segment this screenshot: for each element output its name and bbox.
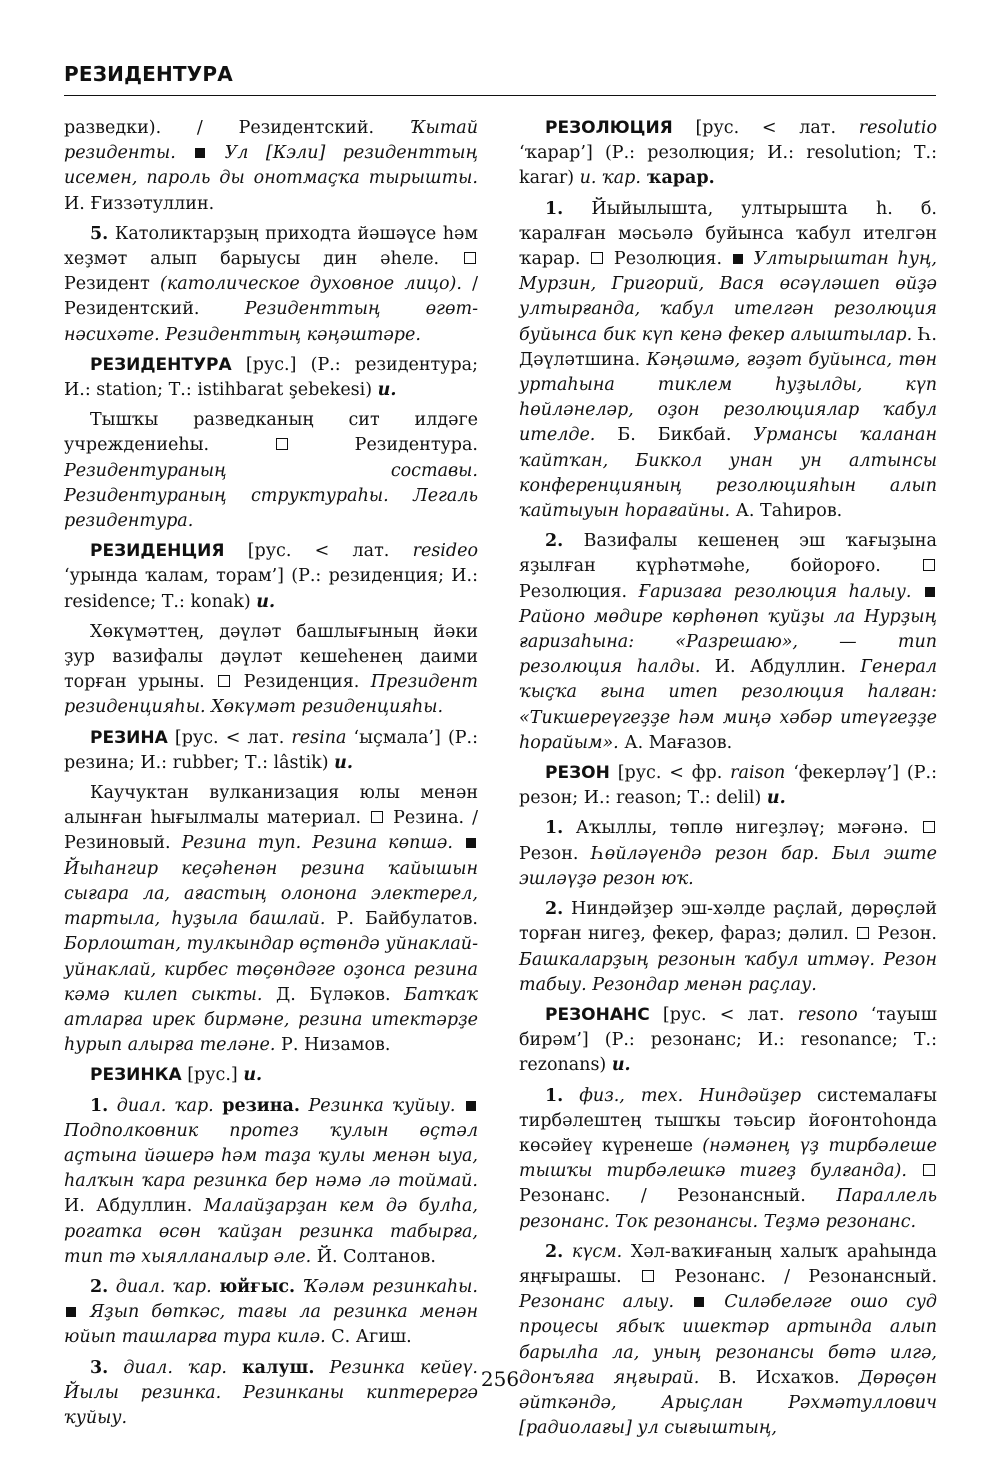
translation: Резолюция. [519, 581, 639, 602]
sense-number: 2. [90, 1276, 109, 1297]
example: Резинка кейеү. Йылы резинка. Резинканы киптерергә ҡуйыу. [64, 1357, 478, 1428]
black-square-icon [466, 838, 476, 848]
author: Б. Бикбай. [595, 425, 754, 446]
black-square-icon [66, 1307, 76, 1317]
cross-reference: юйғыс. [219, 1276, 296, 1297]
running-header: РЕЗИДЕНТУРА [64, 62, 233, 86]
etymology: ‘ыҫмала’] (Р.: резина; И.: rubber; Т.: lâstik) [64, 727, 479, 773]
quote: Малайҙарҙан кем дә булһа, рогатка өсөн ҡайҙан резинка табырға, тип тә хыялланалыр әле. [64, 1196, 478, 1267]
sense [519, 897, 937, 998]
label: физ., тех. [563, 1085, 684, 1106]
part-of-speech: и. [334, 752, 353, 773]
quote: Батҡаҡ атларға ирек бирмәне, резина итектәрҙе һурып алырға теләне. [64, 984, 478, 1056]
sense [64, 222, 478, 348]
author: И. Абдуллин. [700, 657, 861, 678]
author: Һ. Дәүләтшина. [519, 324, 937, 370]
quote: Борлоштан, тулкындар өҫтөндә уйнаклай-уйнаклай, кирбес төҫөндәге оҙонса резина кәмә килеп сыкты. [64, 934, 478, 1005]
sense-number: 3. [90, 1357, 109, 1378]
quote: Ултырыштан һуң, Мурзин, Григорий, Вася өсәүләшеп өйҙә ултырғанда, ҡабул ителгән резолюция буйынса бик күп кенә фекер алыштылар. [519, 249, 937, 345]
white-square-icon [642, 1270, 654, 1282]
note: (католическое духовное лицо). [160, 274, 462, 295]
white-square-icon [923, 1164, 935, 1176]
white-square-icon [591, 252, 603, 264]
quote: Урмансы ҡаланан ҡайтҡан, Биккол унан ун алтынсы конференцияның резолюцияһын алып ҡайтыуын һорағайны. [519, 425, 937, 522]
author: И. Ғиззәтуллин. [64, 193, 215, 214]
black-square-icon [195, 148, 205, 158]
text: разведки). / Резидентский. [64, 118, 410, 138]
example: Һөйләүендә резон бар. Был эште эшләүҙә резон юҡ. [519, 843, 937, 889]
translation: Резон. [871, 924, 937, 945]
sense-number: 1. [545, 198, 564, 219]
quote: Ул [Кэли] резиденттың исемен, пароль ды онотмаҫҡа тырышты. [64, 143, 478, 189]
quote: Дөрөҫөн әйткәндә, Арыҫлан Рәхмәтуллович [радиолағы] ул сығыштың, [519, 1367, 937, 1439]
quote: Районо мөдире көрһөнөп ҡуйҙы ла Нурҙың ғаризаһына: «Разрешаю», — тип резолюция һалды. [519, 606, 937, 678]
part-of-speech: и. [256, 591, 276, 612]
page-number: 256 [480, 1367, 520, 1391]
black-square-icon [925, 587, 935, 597]
black-square-icon [733, 254, 743, 264]
white-square-icon [371, 811, 383, 823]
headword: РЕЗИДЕНЦИЯ [90, 541, 225, 562]
part-of-speech: и. ҡар. [579, 168, 641, 189]
etymology: ‘фекерләү’] (Р.: резон; И.: reason; Т.: delil) [519, 763, 937, 809]
latin-word: raison [730, 763, 786, 784]
etymology: [рус. < лат. [672, 118, 859, 138]
black-square-icon [694, 1297, 704, 1307]
latin-word: resideo [412, 541, 478, 562]
paragraph [64, 116, 478, 217]
definition: Хәл-ваҡиғаның халыҡ араһында яңғырашы. [519, 1241, 937, 1287]
left-column [64, 116, 478, 1436]
sense [519, 197, 937, 525]
headword: РЕЗИНКА [90, 1065, 182, 1086]
example: Резиденттың өгөт-нәсихәте. Резиденттың кәңәштәре. [64, 299, 478, 345]
sense [519, 816, 937, 892]
cross-reference: резина. [222, 1095, 300, 1116]
example: Резидентураның составы. Резидентураның структураһы. Легаль резидентура. [64, 460, 478, 532]
author: Р. Байбулатов. [325, 909, 478, 930]
definition: Вазифалы кешенең эш ҡағыҙына яҙылған күрһәтмәһе, бойороғо. [519, 531, 937, 577]
white-square-icon [218, 675, 230, 687]
quote: Генерал ҡыҫҡа ғына итеп резолюция һалған: «Тикшереүгеҙҙе һәм миңә хәбәр итеүгеҙҙе һорайым». [519, 657, 937, 753]
translation: Резидентура. [289, 435, 478, 456]
translation: Резонанс. / Резонансный. [519, 1186, 837, 1207]
definition: Ниндәйҙер эш-хәлде раҫлай, дөрөҫләй торған нигеҙ, фекер, фараз; дәлил. [519, 899, 937, 945]
example: Ҡәләм резинкаһы. [295, 1276, 478, 1297]
black-square-icon [466, 1101, 476, 1111]
white-square-icon [923, 559, 935, 571]
example: Параллель резонанс. Ток резонансы. Теҙмә резонанс. [519, 1186, 937, 1232]
author: И. Абдуллин. [64, 1196, 204, 1217]
definition-italic: Ниндәйҙер [683, 1085, 802, 1106]
part-of-speech: и. [611, 1055, 631, 1076]
headword: РЕЗИДЕНТУРА [90, 354, 232, 375]
right-column [519, 116, 937, 1446]
header-rule [64, 95, 936, 96]
quote: Йыһангир кеҫәһенән резина ҡайышын сығара ла, ағастың олонона электерел, тартыла, һуҙыла башлай. [64, 858, 478, 930]
definition: Католиктарҙың приходта йәшәүсе һәм хеҙмәт алып барыусы дин әһеле. [64, 223, 478, 270]
sense [519, 1240, 937, 1442]
entry [64, 1063, 478, 1088]
author: А. Мағазов. [618, 732, 733, 753]
definition-paragraph [64, 781, 478, 1058]
white-square-icon [857, 927, 869, 939]
example: Резонанс алыу. [519, 1292, 675, 1313]
translation: Резина. / Резиновый. [64, 808, 478, 854]
sense-number: 5. [90, 223, 109, 244]
white-square-icon [923, 821, 935, 833]
translation: Резонанс. / Резонансный. [656, 1266, 938, 1287]
sense-number: 2. [545, 1241, 564, 1262]
sense-number: 2. [545, 899, 564, 920]
note: (нәмәнең үҙ тирбәлеше тышҡы тирбәлешкә тигеҙ булғанда). [519, 1135, 937, 1182]
quote: Яҙып бөткәс, тағы ла резинка менән юйып ташларға тура килә. [64, 1302, 478, 1348]
sense-number: 1. [545, 1085, 564, 1106]
definition: системалағы тирбәлештең тышҡы тәьсир йоғонтоһонда көсәйеү күренеше [519, 1085, 937, 1156]
headword: РЕЗОН [545, 763, 610, 784]
entry [64, 353, 478, 403]
sense-number: 1. [545, 818, 564, 839]
etymology: [рус.] (Р.: резидентура; И.: station; Т.: istihbarat şebekesi) [64, 354, 478, 401]
author: С. Агиш. [325, 1327, 412, 1348]
part-of-speech: и. [243, 1065, 263, 1086]
author: А. Таһиров. [730, 501, 843, 522]
quote: Подполковник протез ҡулын өҫтәл аҫтына йәшерә һәм таҙа ҡулы менән ыуа, һалҡын ҡара резинка бер нәмә лә тоймай. [64, 1120, 478, 1192]
example: Резинка ҡуйыу. [300, 1095, 464, 1116]
author: В. Исхаҡов. [699, 1367, 859, 1388]
cross-reference: ҡарар. [640, 168, 715, 189]
entry [519, 761, 937, 811]
example: Ҡытай резиденты. [64, 118, 478, 164]
etymology: ‘урында ҡалам, торам’] (Р.: резиденция; И.: residence; Т.: konak) [64, 566, 478, 612]
label: күсм. [563, 1241, 623, 1262]
sense-number: 1. [90, 1095, 109, 1116]
example: Резина туп. Резина көпшә. [181, 833, 453, 854]
translation: Резидент [64, 274, 161, 295]
sense [519, 529, 937, 756]
translation: Резон. [519, 843, 592, 864]
label: диал. ҡар. [108, 1357, 242, 1378]
sense-number: 2. [545, 531, 564, 552]
sense [519, 1084, 937, 1235]
example: Президент резиденцияһы. Хөкүмәт резиденцияһы. [64, 672, 479, 718]
label: диал. ҡар. [108, 1276, 220, 1297]
white-square-icon [276, 438, 288, 450]
definition: Йыйылышта, ултырышта һ. б. ҡаралған мәсьәлә буйынса ҡабул ителгән ҡарар. [519, 198, 937, 270]
latin-word: resina [291, 727, 347, 748]
headword: РЕЗОНАНС [545, 1004, 650, 1025]
example: Башкаларҙың резонын ҡабул итмәү. Резон табыу. Резондар менән раҫлау. [519, 949, 937, 995]
author: Д. Бүләков. [262, 984, 405, 1005]
entry [519, 1003, 937, 1079]
cross-reference: калуш. [242, 1357, 315, 1378]
definition: Каучуктан вулканизация юлы менән алынған һығылмалы материал. [64, 783, 478, 829]
latin-word: resolutio [858, 118, 937, 138]
white-square-icon [464, 252, 476, 264]
definition-paragraph [64, 620, 478, 721]
headword: РЕЗОЛЮЦИЯ [545, 118, 673, 138]
etymology: ‘тауыш бирәм’] (Р.: резонанс; И.: resonance; Т.: rezonans) [519, 1004, 937, 1076]
entry [64, 726, 478, 776]
latin-word: resono [797, 1004, 858, 1025]
part-of-speech: и. [377, 380, 397, 401]
entry [519, 116, 937, 192]
definition: Тышҡы разведканың сит илдәге учреждениеһы. [64, 410, 478, 456]
headword: РЕЗИНА [90, 727, 168, 748]
quote: Кәңәшмә, ғәҙәт буйынса, төн уртаһына тиклем һуҙылды, күп һөйләнеләр, оҙон резолюциялар ҡабул ителде. [519, 349, 938, 446]
definition: Аҡыллы, төплө нигеҙләү; мәғәнә. [563, 818, 921, 839]
author: Й. Солтанов. [311, 1246, 436, 1267]
sense [64, 1094, 478, 1270]
example: Ғаризаға резолюция һалыу. [638, 581, 912, 602]
etymology: [рус. < лат. [649, 1004, 798, 1025]
quote: Силәбеләге ошо суд процесы ябыҡ ишектәр артында алып барылһа ла, уның резонансы бөтә илгә, донъяға яңғырай. [519, 1292, 937, 1388]
definition: Хөкүмәттең, дәүләт башлығының йәки ҙур вазифалы дәүләт кешеһенең даими торған урыны. [64, 621, 478, 693]
definition-paragraph [64, 408, 478, 534]
etymology: ‘ҡарар’] (Р.: резолюция; И.: resolution; Т.: karar) [519, 143, 937, 189]
translation: Резиденция. [232, 672, 371, 693]
part-of-speech: и. [766, 788, 786, 809]
entry [64, 539, 478, 615]
label: диал. ҡар. [108, 1095, 223, 1116]
etymology: [рус. < фр. [609, 763, 731, 784]
etymology: [рус. < лат. [224, 541, 413, 562]
etymology: [рус.] [181, 1065, 244, 1086]
author: Р. Низамов. [275, 1035, 391, 1056]
etymology: [рус. < лат. [167, 727, 292, 748]
sense [64, 1275, 478, 1351]
translation: Резолюция. [605, 249, 731, 270]
translation: / Резидентский. [64, 274, 478, 320]
